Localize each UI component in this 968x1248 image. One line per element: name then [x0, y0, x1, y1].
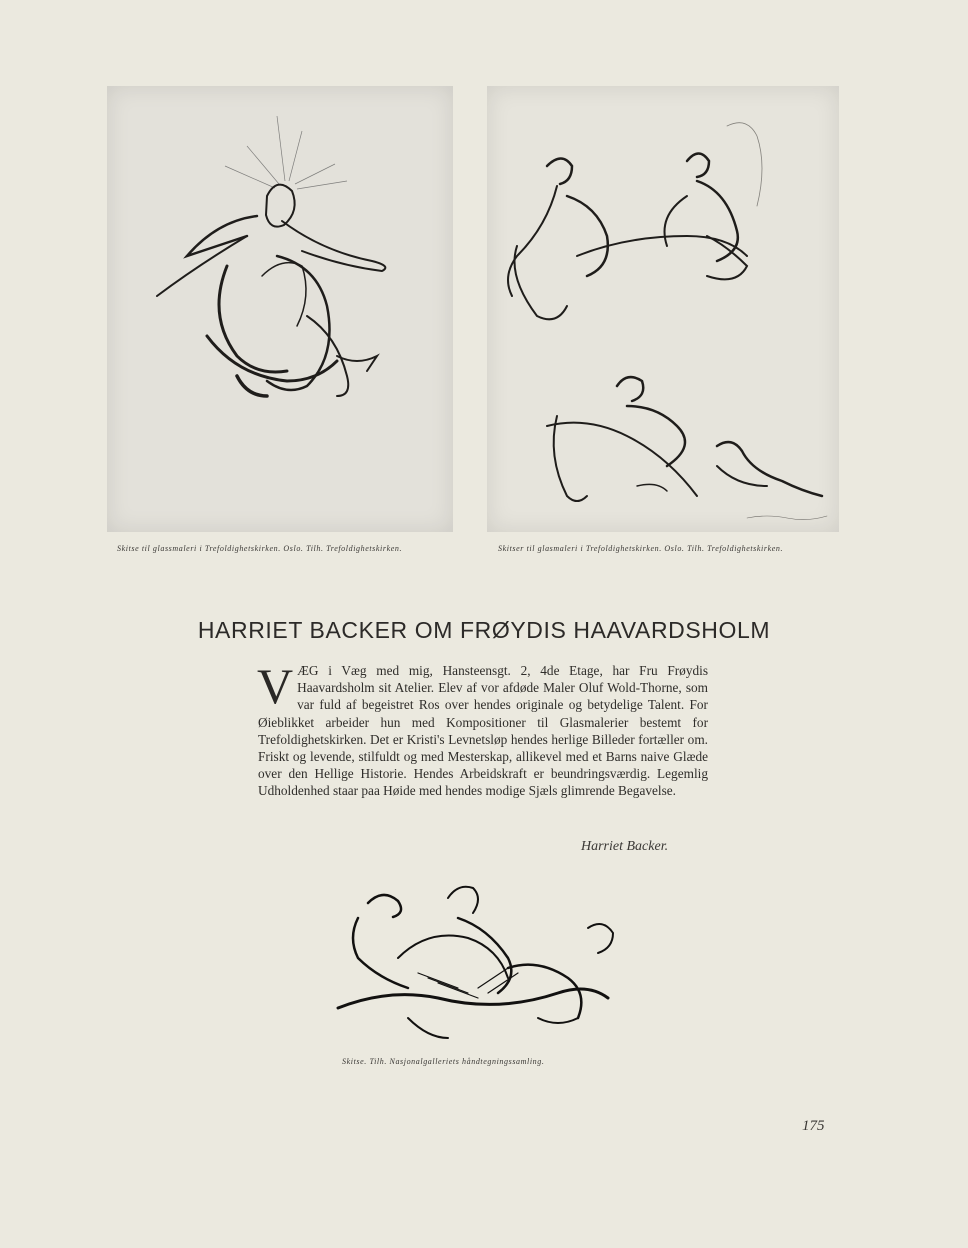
- author-signature: Harriet Backer.: [581, 839, 669, 854]
- left-sketch-caption: Skitse til glassmaleri i Trefoldighetskirken. Oslo. Tilh. Trefoldighetskirken.: [117, 544, 403, 553]
- right-sketch-plate: [487, 86, 839, 532]
- bottom-sketch: [318, 878, 638, 1048]
- bottom-sketch-image: [318, 878, 638, 1048]
- right-sketch-image: [487, 86, 839, 532]
- article-title: HARRIET BACKER OM FRØYDIS HAAVARDSHOLM: [197, 617, 771, 643]
- left-sketch-image: [107, 86, 453, 532]
- right-sketch-caption: Skitser til glasmaleri i Trefoldighetskirken. Oslo. Tilh. Trefoldighetskirken.: [498, 544, 784, 553]
- bottom-sketch-caption: Skitse. Tilh. Nasjonalgalleriets håndtegningssamling.: [342, 1057, 545, 1066]
- drop-cap: V: [257, 658, 294, 714]
- page-number: 175: [802, 1118, 825, 1134]
- article-text: ÆG i Væg med mig, Hansteensgt. 2, 4de Etage, har Fru Frøydis Haavardsholm sit Atelier. Elev af vor afdøde Maler Oluf Wold-Thorne, som var fuld af begeistret Ros over hendes originale og betydelige Talent. For Øieblikket arbeider hun med Kompositioner til Glasmalerier bestemt for Trefoldighetskirken. Det er Kristi's Levnetsløp hendes herlige Billeder fortæller om. Friskt og levende, stilfuldt og med Mesterskap, allikevel med et Barns naive Glæde over den Hellige Historie. Hendes Arbeidskraft er beundringsværdig. Legemlig Udholdenhed staar paa Høide med hendes modige Sjæls glimrende Begavelse.: [258, 663, 708, 799]
- left-sketch-plate: [107, 86, 453, 532]
- article-body: [257, 658, 708, 800]
